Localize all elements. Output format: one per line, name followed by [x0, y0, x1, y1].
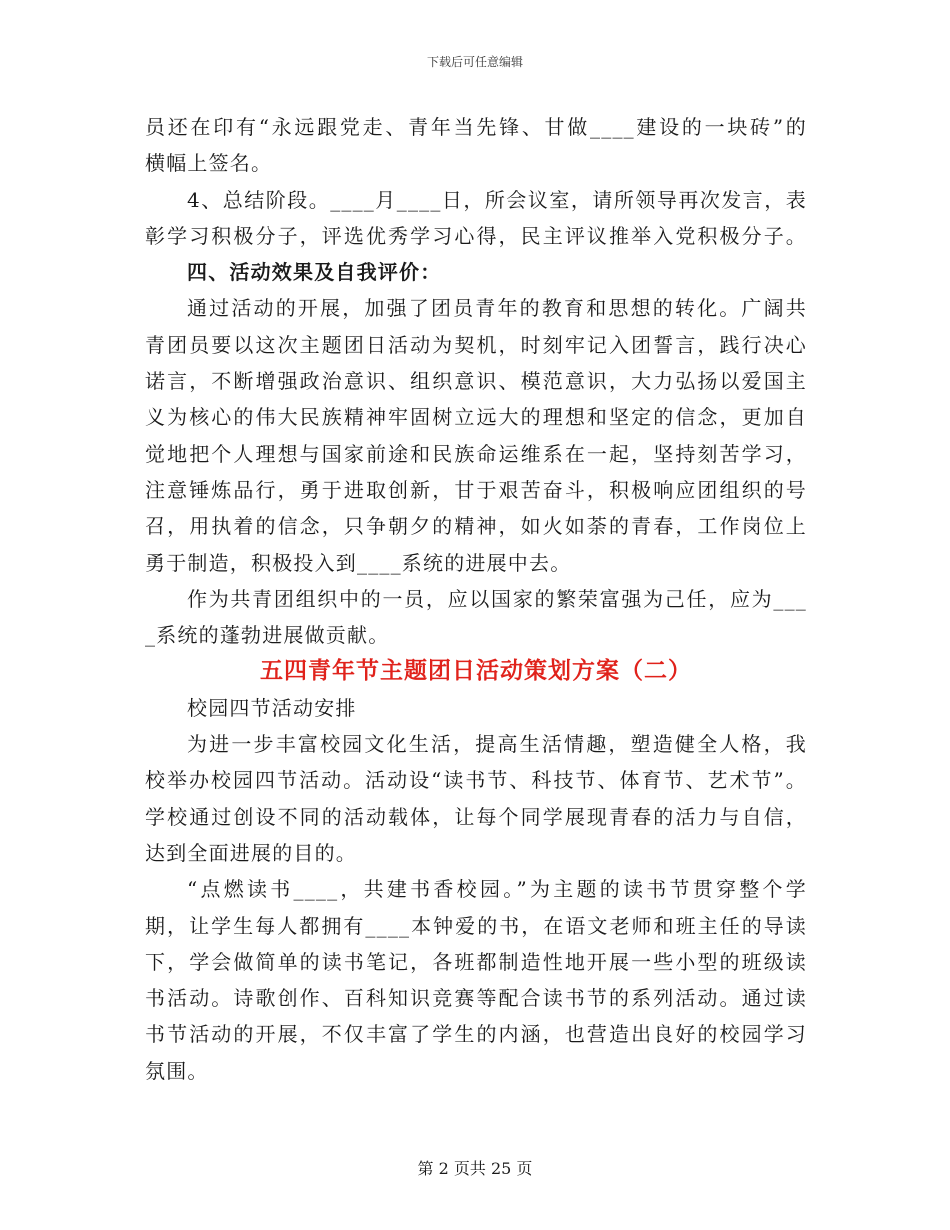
text-line: 4、总结阶段。____月____日，所会议室，请所领导再次发言，表 [187, 187, 807, 212]
text-line: _系统的蓬勃进展做贡献。 [145, 623, 390, 648]
plan-title: 五四青年节主题团日活动策划方案（二） [260, 657, 692, 685]
text-line: 召，用执着的信念，只争朝夕的精神，如火如荼的青春，工作岗位上 [145, 514, 807, 539]
text-line: 达到全面进展的目的。 [145, 840, 357, 865]
text-line: 注意锤炼品行，勇于进取创新，甘于艰苦奋斗，积极响应团组织的号 [145, 477, 807, 502]
text-line: 下，学会做简单的读书笔记，各班都制造性地开展一些小型的班级读 [145, 949, 807, 974]
text-line: 作为共青团组织中的一员，应以国家的繁荣富强为己任，应为___ [187, 586, 807, 611]
text-line: 校举办校园四节活动。活动设“读书节、科技节、体育节、艺术节”。 [145, 768, 807, 793]
text-line: 青团员要以这次主题团日活动为契机，时刻牢记入团誓言，践行决心 [145, 332, 807, 357]
text-line: 觉地把个人理想与国家前途和民族命运维系在一起，坚持刻苦学习， [145, 441, 807, 466]
text-line: 为进一步丰富校园文化生活，提高生活情趣，塑造健全人格，我 [187, 732, 807, 757]
text-line: 横幅上签名。 [145, 151, 273, 176]
text-line: 员还在印有“永远跟党走、青年当先锋、甘做____建设的一块砖”的 [145, 115, 807, 139]
section-heading: 四、活动效果及自我评价： [187, 260, 442, 285]
text-line: 学校通过创设不同的活动载体，让每个同学展现青春的活力与自信， [145, 804, 807, 829]
text-line: 义为核心的伟大民族精神牢固树立远大的理想和坚定的信念，更加自 [145, 405, 807, 430]
document-body [145, 109, 807, 1089]
plan-subtitle: 校园四节活动安排 [187, 695, 357, 720]
page-header: 下载后可任意编辑 [426, 55, 523, 69]
text-line: 书节活动的开展，不仅丰富了学生的内涵，也营造出良好的校园学习 [145, 1022, 807, 1047]
text-line: 勇于制造，积极投入到____系统的进展中去。 [145, 550, 572, 575]
text-line: “点燃读书____，共建书香校园。”为主题的读书节贯穿整个学 [187, 877, 807, 902]
text-line: 通过活动的开展，加强了团员青年的教育和思想的转化。广阔共 [187, 296, 807, 321]
text-line: 氛围。 [145, 1058, 209, 1083]
text-line: 诺言，不断增强政治意识、组织意识、模范意识，大力弘扬以爱国主 [145, 369, 807, 394]
page-footer: 第 2 页共 25 页 [417, 1159, 533, 1178]
text-line: 书活动。诗歌创作、百科知识竞赛等配合读书节的系列活动。通过读 [145, 986, 807, 1011]
text-line: 彰学习积极分子，评选优秀学习心得，民主评议推举入党积极分子。 [145, 223, 807, 248]
text-line: 期，让学生每人都拥有____本钟爱的书，在语文老师和班主任的导读 [145, 913, 807, 938]
